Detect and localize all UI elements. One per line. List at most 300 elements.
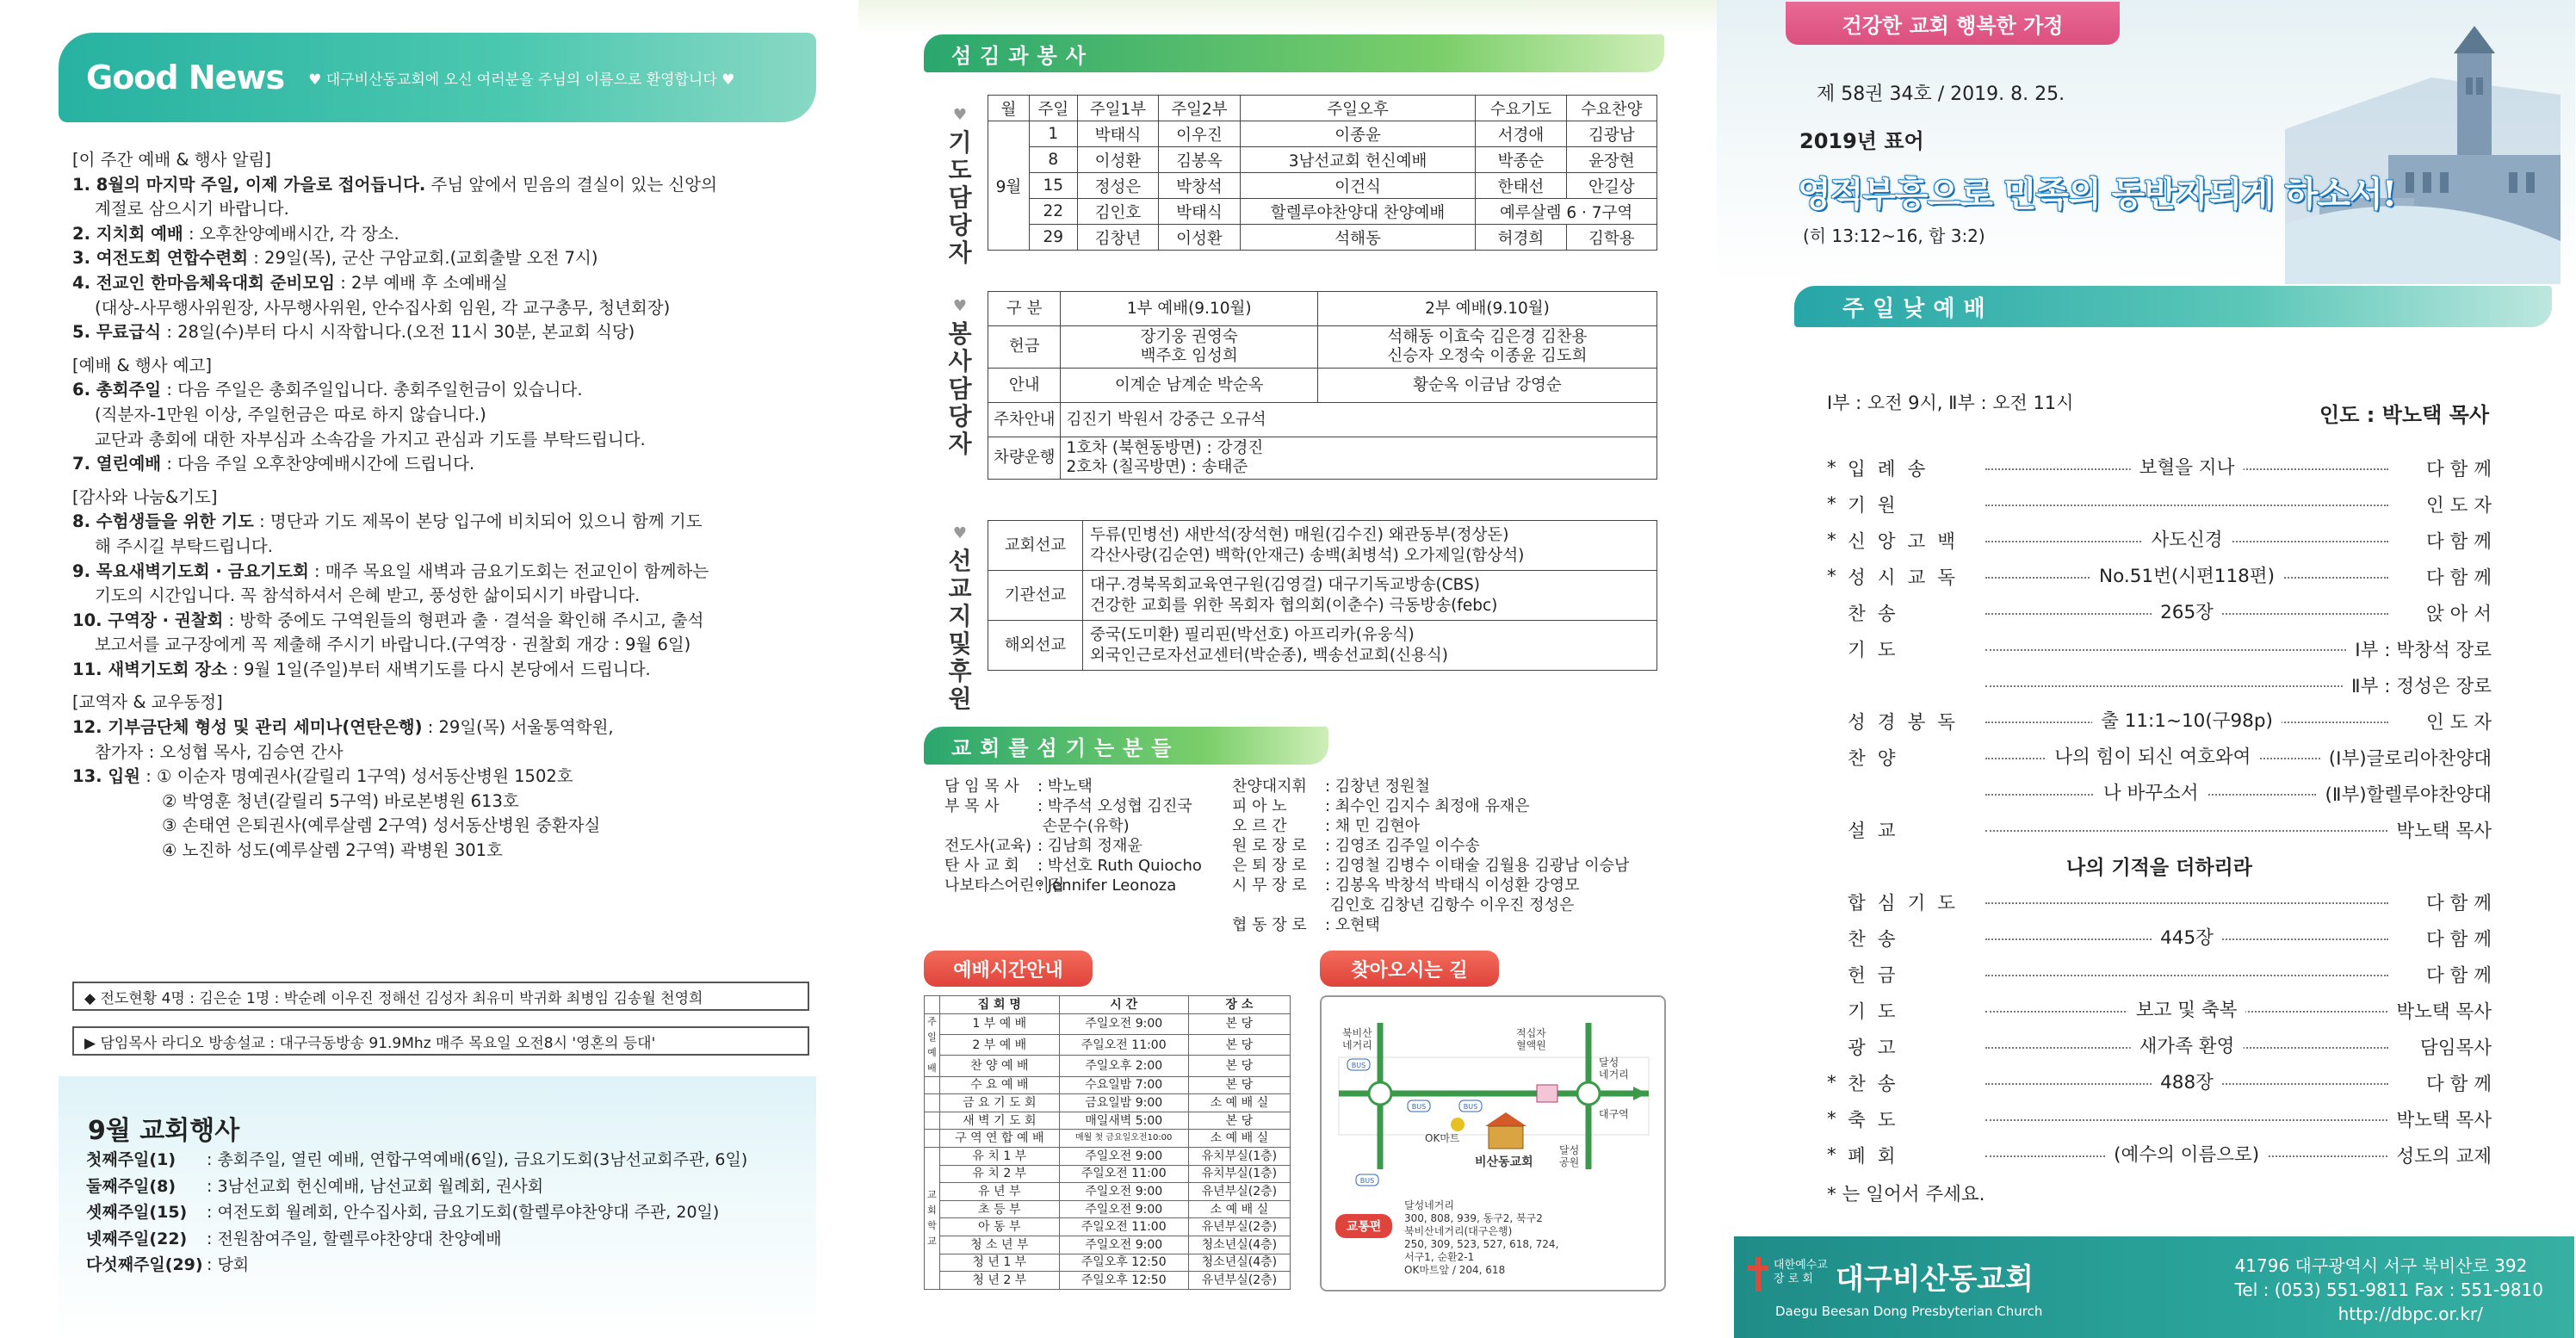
prayer-cell: 허경희 [1476,225,1566,251]
times-cell: 유 치 2 부 [940,1165,1060,1183]
september-list [86,1147,747,1279]
september-event [86,1226,747,1253]
map-label: 북비산 네거리 [1342,1027,1372,1051]
times-header: 시 간 [1059,996,1188,1014]
announcement-lead: 7. 열린예배 [72,454,162,474]
announcement-continued: 계절로 삼으시기 바랍니다. [95,199,289,220]
service-type: 안내 [988,369,1061,403]
september-desc: : 3남선교회 헌신예배, 남선교회 월례회, 권사회 [207,1176,544,1196]
prayer-table [988,95,1657,251]
church-phone: Tel : (053) 551-9811 Fax : 551-9810 [2234,1279,2543,1300]
times-cell: 주일오전 9:00 [1059,1147,1188,1165]
service-value: 김진기 박원서 강중근 오규석 [1061,403,1657,437]
staff-left [944,777,1202,895]
svg-text:BUS: BUS [1411,1103,1427,1111]
map-label: 비산동교회 [1475,1155,1533,1169]
service-first: 이계순 남계순 박순옥 [1061,369,1317,403]
staff-names: : 김남희 정재윤 [1037,837,1142,855]
times-cell: 유년부실(2층) [1188,1272,1290,1290]
welcome-text: ♥ 대구비산동교회에 오신 여러분을 주님의 이름으로 환영합니다 ♥ [308,71,735,89]
prayer-cell: 석해동 [1240,225,1476,251]
prayer-cell: 이성환 [1077,147,1159,173]
staff-section-bar: 교회를섬기는분들 [924,727,1328,765]
times-cell: 본 당 [1188,1034,1290,1055]
prayer-side-label: ♥ 기도담당자 [948,106,972,267]
prayer-cell: 한태선 [1476,173,1566,199]
church-footer [1734,1236,2574,1338]
prayer-cell: 3남선교회 헌신예배 [1240,147,1476,173]
times-cell: 수 요 예 배 [940,1076,1060,1094]
staff-role: 오 르 간 [1232,817,1287,835]
worship-order-row [1827,920,2492,956]
order-name: 헌금 [1848,964,1908,987]
prayer-cell: 박태식 [1159,199,1241,225]
announcement-text: : 다음 주일 오후찬양예배시간에 드립니다. [161,454,475,474]
announcement-text: : 명단과 기도 제목이 본당 입구에 비치되어 있으니 함께 기도 [253,511,703,532]
section-heading: [이 주간 예배 & 행사 알림] [72,150,271,170]
times-row [925,1236,1291,1254]
staff-role: 협 동 장 로 [1232,916,1307,934]
order-person: 다 함 께 [2426,964,2492,987]
times-row [925,1013,1291,1034]
service-row [988,437,1657,480]
september-desc: : 당회 [207,1255,250,1274]
prayer-cell: 이우진 [1159,121,1241,147]
times-cell: 소 예 배 실 [1188,1200,1290,1218]
prayer-cell: 22 [1029,199,1077,225]
times-cell: 주일오전 9:00 [1059,1183,1188,1201]
staff-role: 피 아 노 [1232,797,1287,815]
worship-order-row [1827,703,2492,739]
worship-order-row [1827,486,2492,522]
staff-row [944,816,1202,836]
announcement-text: : 9월 1일(주일)부터 새벽기도를 다시 본당에서 드립니다. [226,659,651,679]
times-cell: 아 동 부 [940,1218,1060,1236]
september-event [86,1147,747,1174]
times-cell: 주일오후 2:00 [1059,1056,1188,1076]
order-leader-dots [1985,902,2388,904]
order-name: 폐회 [1848,1145,1908,1168]
times-cell: 주일오후 12:50 [1059,1272,1188,1290]
order-person: 담임목사 [2419,1037,2492,1059]
announcement-lead: 9. 목요새벽기도회 · 금요기도회 [72,561,309,581]
times-cell: 유년부실(2층) [1188,1183,1290,1201]
announcement-item [72,246,813,271]
panel-worship [1717,0,2575,1338]
announcement-lead: 10. 구역장 · 권찰회 [72,610,224,630]
times-row [925,1254,1291,1272]
prayer-row [988,225,1657,251]
prayer-row [988,199,1657,225]
announcement-continued: 기도의 시간입니다. 꼭 참석하셔서 은혜 받고, 풍성한 삶이되시기 바랍니다. [95,585,641,606]
september-event [86,1252,747,1279]
times-cell: 본 당 [1188,1112,1290,1130]
september-desc: : 전원참여주일, 할렐루야찬양대 찬양예배 [207,1229,502,1248]
service-head-row [988,292,1657,326]
announcement-lead: 4. 전교인 한마음체육대회 준비모임 [72,272,336,293]
times-corner [925,996,940,1014]
times-cell: 유 치 1 부 [940,1147,1060,1165]
times-cell: 주일오전 9:00 [1059,1236,1188,1254]
order-of-worship [1827,449,2492,1206]
staff-names: : Jennifer Leonoza [1037,877,1177,895]
announcement-text: : 2부 예배 후 소예배실 [335,272,508,293]
announcement-item [72,765,813,790]
order-leader-dots [1985,457,2388,479]
church-english-name: Daegu Beesan Dong Presbyterian Church [1775,1304,2043,1319]
worship-order-row [1827,811,2492,847]
times-header: 집 회 명 [940,996,1060,1014]
prayer-row [988,173,1657,199]
order-person: 인 도 자 [2426,494,2492,517]
times-cell: 금요일밤 9:00 [1059,1094,1188,1112]
order-leader-dots [1985,710,2388,732]
worship-order-row [1827,883,2492,920]
announcement-lead: 6. 총회주일 [72,380,162,400]
service-second: 황순옥 이금남 강영순 [1317,369,1656,403]
church-contact [2235,1254,2543,1326]
prayer-cell: 박창석 [1159,173,1241,199]
staff-names: : 박선호 Ruth Quiocho [1037,857,1202,875]
order-star: * [1827,565,1836,587]
staff-row [1232,895,1629,915]
order-leader-dots [1985,1036,2388,1057]
worship-leader: 인도 : 박노택 목사 [2319,403,2489,427]
announcement-item [72,271,813,296]
announcement-continued: 참가자 : 오성협 목사, 김승연 간사 [95,741,344,762]
prayer-cell: 김광남 [1566,121,1656,147]
order-star: * [1827,1143,1836,1166]
prayer-cell: 이성환 [1159,225,1241,251]
standing-note: * 는 일어서 주세요. [1827,1184,1985,1205]
announcement-lead: 2. 지치회 예배 [72,223,183,244]
september-date: 다섯째주일(29) [86,1255,203,1274]
worship-order-row [1827,775,2492,811]
prayer-header: 주일1부 [1077,96,1159,121]
mission-type: 교회선교 [988,521,1083,571]
church-website[interactable]: http://dbpc.or.kr/ [2338,1304,2483,1324]
prayer-cell: 윤장현 [1566,147,1656,173]
prayer-cell: 김봉옥 [1159,147,1241,173]
order-star: * [1827,492,1836,515]
announcement-text: : 다음 주일은 총회주일입니다. 총회주일헌금이 있습니다. [161,380,583,400]
order-leader-dots [1985,530,2388,551]
announcement-text: : 방학 중에도 구역원들의 형편과 출 · 결석을 확인해 주시고, 출석 [223,610,704,630]
announcement-text: : ① 이순자 명예권사(갈릴리 1구역) 성서동산병원 1502호 [140,766,573,787]
sermon-title: 나의 기적을 더하리라 [2066,856,2252,879]
staff-row [1232,876,1629,895]
times-group-empty [925,1094,940,1112]
order-person: 박노택 목사 [2396,1109,2492,1131]
order-leader-dots [1985,649,2346,651]
good-news-header [59,33,816,122]
prayer-header: 주일오후 [1240,96,1476,121]
church-address: 41796 대구광역시 서구 북비산로 392 [2234,1255,2528,1276]
mission-value: 대구.경북목회교육연구원(김영걸) 대구기독교방송(CBS) 건강한 교회를 위한 목회자 협의회(이춘수) 극동방송(febc) [1083,571,1657,621]
worship-order-row [1827,992,2492,1028]
order-person: 다 함 께 [2426,458,2492,480]
staff-role: 찬양대지휘 [1232,777,1307,796]
map-drawing [1322,997,1664,1290]
announcement-text: : 29일(목), 군산 구암교회.(교회출발 오전 7시) [248,248,598,269]
map-label: OK마트 [1425,1132,1460,1144]
service-type: 헌금 [988,326,1061,369]
church-tagline: 건강한 교회 행복한 가정 [1786,2,2120,45]
announcement-lead: 3. 여전도회 연합수련회 [72,248,249,269]
order-content: 보혈을 지나 [2131,453,2244,480]
staff-names: 손문수(유학) [1037,817,1130,835]
section-heading: [감사와 나눔&기도] [72,486,218,507]
directions-badge: 찾아오시는 길 [1320,951,1499,987]
order-content: 나의 힘이 되신 여호와여 [2046,742,2259,769]
september-date: 넷째주일(22) [86,1229,188,1248]
announcement-text: : 29일(목) 서울통역학원, [422,717,614,738]
announcement-item [72,320,813,345]
order-name: 축도 [1848,1109,1908,1131]
announcement-item [72,222,813,247]
worship-order-row [1827,594,2492,630]
svg-text:BUS: BUS [1359,1177,1375,1185]
staff-row [944,836,1202,856]
worship-times: Ⅰ부 : 오전 9시, Ⅱ부 : 오전 11시 [1827,393,2074,413]
order-content: 445장 [2152,923,2222,950]
announcement-continued: 해 주시길 부탁드립니다. [95,536,273,556]
staff-names: : 박노택 [1037,777,1093,796]
announcement-continued: ③ 손태연 은퇴권사(예루살렘 2구역) 성서동산병원 중환자실 [162,815,601,836]
prayer-cell: 할렐루야찬양대 찬양예배 [1240,199,1476,225]
service-second: 석해동 이효숙 김은경 김찬용 신승자 오정숙 이종윤 김도희 [1317,326,1656,369]
september-title: 9월 교회행사 [88,1116,240,1146]
times-cell: 소 예 배 실 [1188,1094,1290,1112]
service-header: 2부 예배(9.10월) [1317,292,1656,326]
good-news-title: Good News [86,59,285,96]
order-person: 앉 아 서 [2426,603,2492,625]
prayer-cell: 김인호 [1077,199,1159,225]
prayer-cell: 김창년 [1077,225,1159,251]
times-cell: 유치부실(1층) [1188,1147,1290,1165]
prayer-cell: 1 [1029,121,1077,147]
mission-row [988,571,1657,621]
times-cell: 주일오전 11:00 [1059,1218,1188,1236]
ok-mart-marker [1451,1118,1464,1131]
staff-row [1232,777,1629,796]
svg-text:BUS: BUS [1463,1103,1478,1111]
intersection-east [1577,1082,1600,1105]
order-star: * [1827,1107,1836,1130]
map-label: 달성 공원 [1559,1144,1580,1168]
section-heading: [예배 & 행사 예고] [72,355,213,375]
section-heading: [교역자 & 교우동정] [72,692,223,713]
times-cell: 청 년 2 부 [940,1272,1060,1290]
staff-role: 시 무 장 로 [1232,877,1307,895]
prayer-cell: 8 [1029,147,1077,173]
service-type: 차량운행 [988,437,1061,480]
map-label: 적십자 혈액원 [1516,1027,1546,1051]
times-row [925,1165,1291,1183]
map-label: 달성 네거리 [1599,1056,1629,1081]
cross-icon [1748,1257,1768,1292]
worship-order-row [1827,1028,2492,1064]
staff-names: : 김영조 김주일 이수송 [1325,837,1480,855]
staff-row [944,796,1202,816]
staff-row [1232,915,1629,935]
prayer-header: 월 [988,96,1030,121]
directions-map [1320,995,1666,1292]
announcement-lead: 5. 무료급식 [72,322,162,343]
order-name: 기도 [1848,639,1908,661]
prayer-cell: 15 [1029,173,1077,199]
staff-names: : 오현택 [1325,916,1380,934]
announcement-continued: (직분자-1만원 이상, 주일헌금은 따로 하지 않습니다.) [95,404,486,424]
announcement-text: : 오후찬양예배시간, 각 장소. [183,223,399,244]
prayer-cell: 안길상 [1566,173,1656,199]
worship-order-row [1827,630,2492,666]
times-cell: 초 등 부 [940,1200,1060,1218]
worship-order-row [1827,1137,2492,1173]
order-person: 다 함 께 [2426,892,2492,914]
times-row [925,1200,1291,1218]
september-event [86,1199,747,1226]
order-name: 성경봉독 [1848,711,1968,734]
order-name: 찬송 [1848,603,1908,625]
times-cell: 본 당 [1188,1013,1290,1034]
september-events [59,1076,816,1338]
order-leader-dots [1985,783,2316,804]
announcement-item [72,510,813,535]
order-person: 다 함 께 [2426,928,2492,951]
order-name: 성시교독 [1848,567,1968,589]
times-cell: 새 벽 기 도 회 [940,1112,1060,1130]
service-row [988,369,1657,403]
prayer-header: 수요기도 [1476,96,1566,121]
times-cell: 본 당 [1188,1076,1290,1094]
announcement-item [72,560,813,585]
times-row [925,1218,1291,1236]
church-name: 대구비산동교회 [1836,1262,2034,1297]
order-person: 다 함 께 [2426,530,2492,553]
order-content: 새가족 환영 [2131,1031,2244,1058]
staff-row [1232,836,1629,856]
times-row [925,1183,1291,1201]
order-name: 찬송 [1848,928,1908,951]
times-group-school: 교회학교 [925,1147,940,1289]
motto-verse: (히 13:12~16, 합 3:2) [1803,226,1985,246]
times-cell: 구 역 연 합 예 배 [940,1130,1060,1148]
announcement-continued: (대상-사무행사위원장, 사무행사위원, 안수집사회 임원, 각 교구총무, 청년회장) [95,297,671,318]
prayer-cell: 박태식 [1077,121,1159,147]
announcement-lead: 1. 8월의 마지막 주일, 이제 가을로 접어듭니다. [72,174,426,195]
worship-order-row [1827,847,2492,883]
prayer-cell: 정성은 [1077,173,1159,199]
mission-type: 해외선교 [988,621,1083,671]
order-name: 합심기도 [1848,892,1968,914]
times-cell: 매월 첫 금요일오전10:00 [1059,1130,1188,1148]
order-content: (예수의 이름으로) [2105,1140,2268,1167]
evangelism-status: ◆ 전도현황 4명 : 김은순 1명 : 박순례 이우진 정해선 김성자 최유미 박귀화 최병임 김송월 천영희 [72,982,809,1011]
church-marker [1489,1126,1523,1149]
order-leader-dots [1985,830,2387,832]
order-name: 찬송 [1848,1073,1908,1095]
prayer-cell: 이건식 [1240,173,1476,199]
issue-number: 제 58권 34호 / 2019. 8. 25. [1817,84,2065,105]
blood-center-marker [1537,1085,1557,1102]
order-content: 보고 및 축복 [2127,995,2246,1022]
order-name: 신앙고백 [1848,530,1968,553]
prayer-cell: 예루살렘 6 · 7구역 [1476,199,1657,225]
service-first: 장기웅 권영숙 백주호 임성희 [1061,326,1317,369]
prayer-row [988,147,1657,173]
prayer-cell: 서경애 [1476,121,1566,147]
worship-order-row [1827,558,2492,594]
staff-names: : 김창년 정원철 [1325,777,1430,796]
prayer-cell: 29 [1029,225,1077,251]
staff-row [1232,856,1629,876]
order-leader-dots [1985,505,2388,506]
times-cell: 청 소 년 부 [940,1236,1060,1254]
order-content: 488장 [2152,1068,2222,1094]
staff-role: 나보타스어린이집 [944,877,1065,895]
order-name: 설교 [1848,820,1908,842]
announcement-lead: 11. 새벽기도회 장소 [72,659,227,679]
order-leader-dots [1985,1119,2387,1121]
order-content: 사도신경 [2142,525,2231,552]
prayer-cell: 김학용 [1566,225,1656,251]
times-cell: 청소년실(4층) [1188,1254,1290,1272]
service-value: 1호차 (북현동방면) : 강경진 2호차 (칠곡방면) : 송태준 [1061,437,1657,480]
staff-row [944,777,1202,796]
order-name: 광고 [1848,1037,1908,1059]
staff-row [1232,796,1629,816]
worship-order-row [1827,956,2492,992]
order-person: Ⅱ부 : 정성은 장로 [2351,675,2492,697]
announcement-continued: ② 박영훈 청년(갈릴리 5구역) 바로본병원 613호 [162,790,519,811]
times-cell: 1 부 예 배 [940,1013,1060,1034]
mission-table [988,520,1657,671]
service-section-bar: 섬김과봉사 [924,34,1664,72]
september-date: 첫째주일(1) [86,1150,176,1169]
staff-role: 원 로 장 로 [1232,837,1307,855]
intersection-west [1369,1082,1391,1105]
order-name: 입례송 [1848,458,1938,480]
staff-row [944,856,1202,876]
september-event [86,1174,747,1200]
sunday-worship-bar: 주일낮예배 [1794,286,2552,327]
september-date: 둘째주일(8) [86,1176,176,1196]
staff-role: 전도사(교육) [944,837,1031,855]
staff-names: : 김영철 김병수 이태술 김월용 김광남 이승남 [1325,857,1630,875]
staff-names: : 박주석 오성협 김진국 [1037,797,1192,815]
times-row [925,1094,1291,1112]
prayer-header: 주일 [1029,96,1077,121]
transit-info: 달성네거리 300, 808, 939, 동구2, 북구2 북비산네거리(대구은행) 250, 309, 523, 527, 618, 724, 서구1, 순환2-1 OK마트앞 / 204, 618 [1404,1199,1559,1276]
staff-names: : 채 민 김현아 [1325,817,1421,835]
order-leader-dots [1985,1072,2388,1093]
prayer-row [988,121,1657,147]
times-header: 장 소 [1188,996,1290,1014]
order-leader-dots [1985,1144,2387,1166]
order-star: * [1827,1071,1836,1093]
order-person: 다 함 께 [2426,1073,2492,1095]
mission-row [988,621,1657,671]
prayer-header: 주일2부 [1159,96,1241,121]
order-leader-dots [1985,566,2388,587]
times-cell: 주일오전 11:00 [1059,1034,1188,1055]
order-leader-dots [1985,685,2343,687]
order-star: * [1827,456,1836,479]
order-leader-dots [1985,927,2388,949]
times-row [925,1056,1291,1076]
mission-value: 두류(민병선) 새반석(장석현) 매원(김수진) 왜관동부(정상돈) 각산사랑(김순연) 백학(안재근) 송백(최병석) 오가제일(함상석) [1083,521,1657,571]
